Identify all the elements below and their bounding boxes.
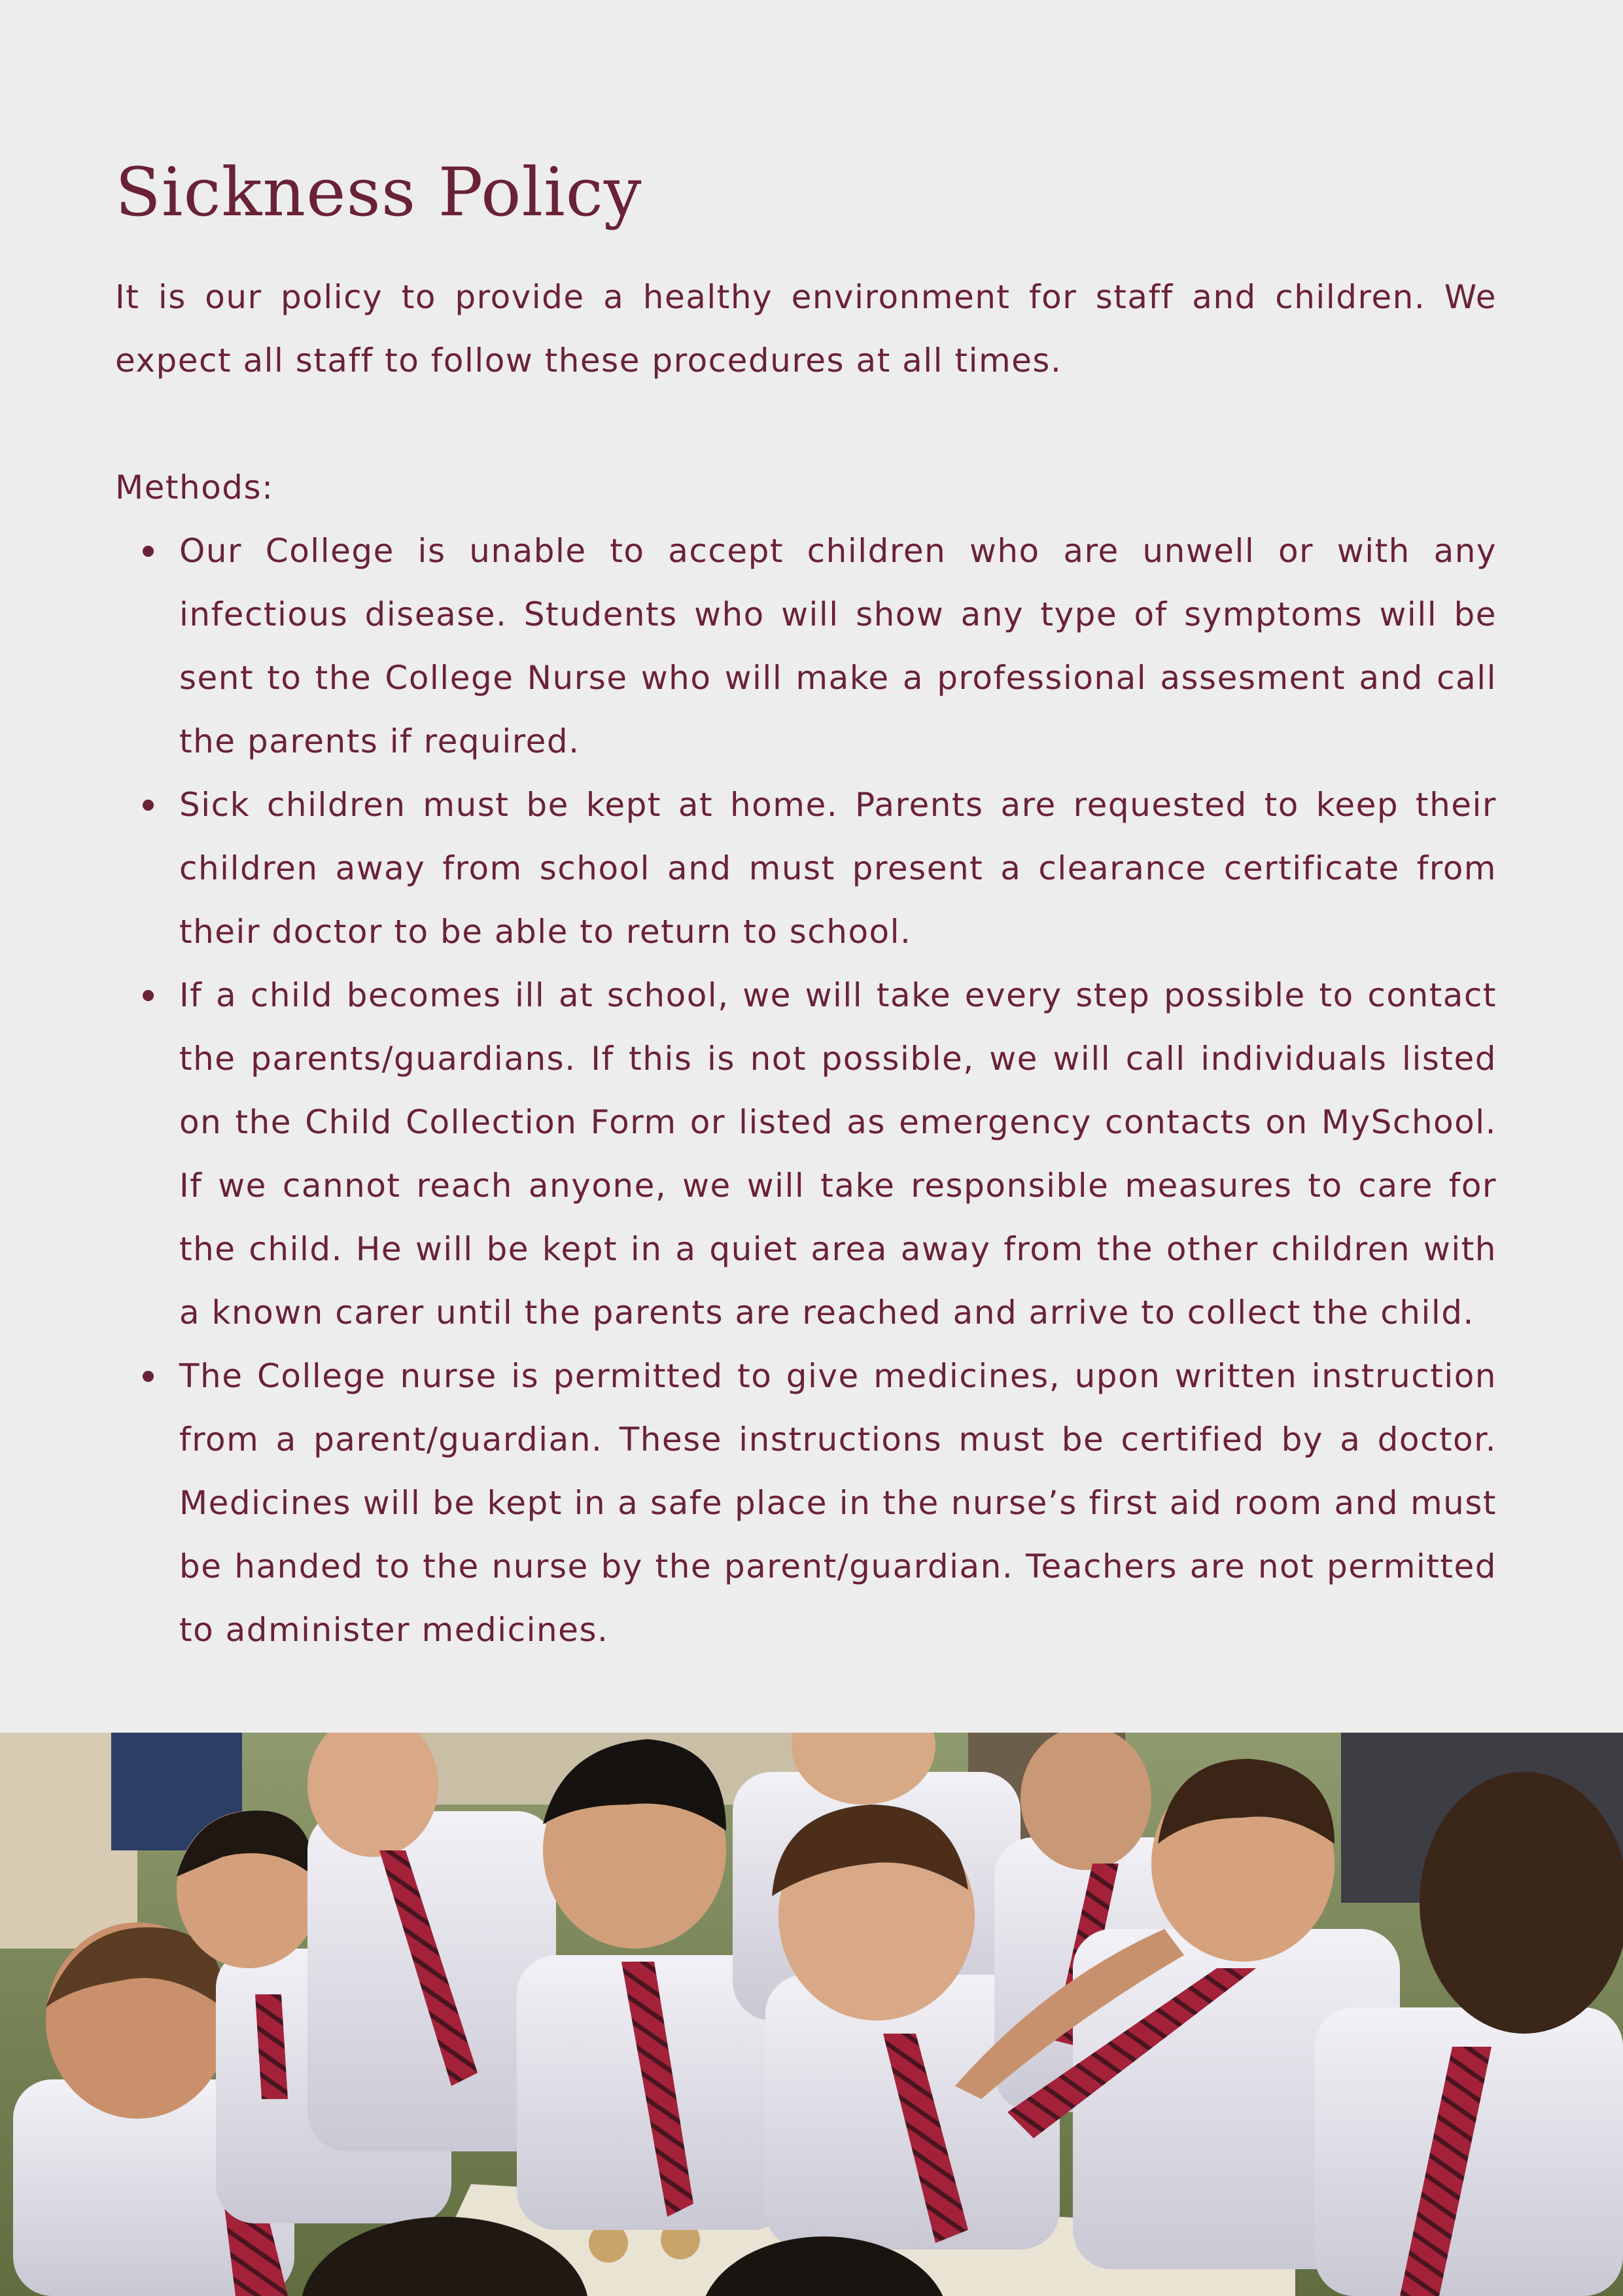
bullet-icon bbox=[143, 1371, 154, 1382]
students-photo-illustration bbox=[0, 1733, 1623, 2296]
bullet-icon bbox=[143, 546, 154, 557]
methods-list bbox=[115, 520, 1497, 1662]
bullet-icon bbox=[143, 800, 154, 811]
list-item bbox=[179, 964, 1497, 1345]
list-item bbox=[179, 773, 1497, 964]
list-item-text: Our College is unable to accept children who are unwell or with any infectious disease. Students who will show any type of symptoms will be sent to the College Nurse who will make a professional assesment and call the parents if required. bbox=[179, 532, 1497, 760]
bullet-icon bbox=[143, 990, 154, 1001]
policy-content bbox=[115, 150, 1497, 1662]
list-item-text: Sick children must be kept at home. Parents are requested to keep their children away from school and must present a clearance certificate from their doctor to be able to return to school. bbox=[179, 786, 1497, 951]
methods-heading: Methods: bbox=[115, 468, 274, 506]
intro-paragraph: It is our policy to provide a healthy environment for staff and children. We expect all staff to follow these procedures at all times. bbox=[115, 278, 1497, 380]
list-item bbox=[179, 1345, 1497, 1662]
students-photo bbox=[0, 1733, 1623, 2296]
page-title: Sickness Policy bbox=[115, 154, 642, 232]
list-item-text: The College nurse is permitted to give medicines, upon written instruction from a parent/guardian. These instructions must be certified by a doctor. Medicines will be kept in a safe place in the nurse’s first aid room and must be handed to the nurse by the parent/guardian. Teachers are not permitted to administer medicines. bbox=[179, 1357, 1497, 1649]
list-item bbox=[179, 520, 1497, 773]
list-item-text: If a child becomes ill at school, we will take every step possible to contact the parents/guardians. If this is not possible, we will call individuals listed on the Child Collection Form or listed as emergency contacts on MySchool. If we cannot reach anyone, we will take responsible measures to care for the child. He will be kept in a quiet area away from the other children with a known carer until the parents are reached and arrive to collect the child. bbox=[179, 976, 1497, 1332]
